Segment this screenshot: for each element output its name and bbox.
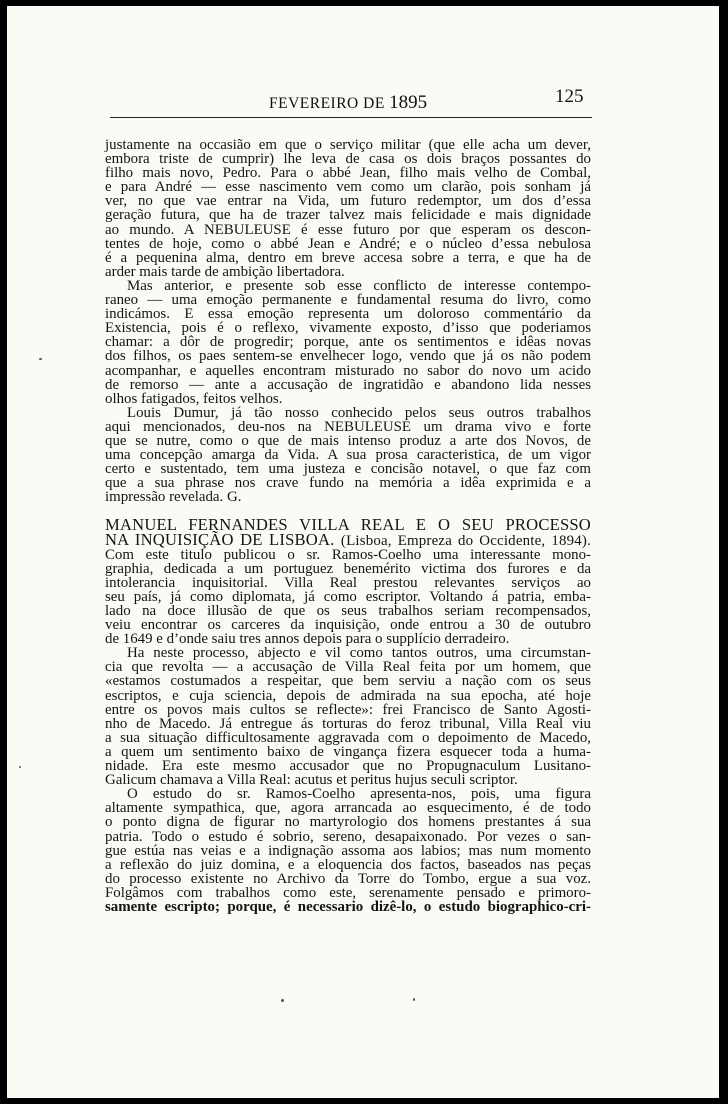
paper-speck [413, 998, 415, 1001]
text-line: filho mais novo, Pedro. Para o abbé Jean, filho mais velho de Combal, [105, 165, 591, 182]
text-line: lado na doce illusão de que os seus trabalhos seriam recompensados, [105, 603, 591, 619]
text-line: Ha neste processo, abjecto e vil como tantos outros, uma circumstan- [127, 645, 591, 662]
text-line: escriptos, e cuja sciencia, depois de admirada na sua epocha, até hoje [105, 687, 591, 704]
text-line: samente escripto; porque, é necessario dizê-lo, o estudo biographico-cri- [105, 898, 591, 915]
text-line: e para André — esse nascimento vem como um clarão, pois sonham já [105, 179, 591, 196]
text-line: Mas anterior, e presente sob esse conflicto de interesse contempo- [127, 277, 591, 294]
text-line: tentes de hoje, como o abbé Jean e André; e o núcleo d’essa nebulosa [105, 235, 591, 252]
text-line: Folgâmos com trabalhos como este, serenamente pensado e primoro- [105, 884, 591, 901]
text-line: nho de Macedo. Já entregue ás torturas do feroz tribunal, Villa Real viu [105, 715, 591, 732]
text-line: indicámos. E essa emoção representa um doloroso commentário da [105, 306, 591, 323]
header-year: 1895 [389, 92, 428, 113]
text-line: raneo — uma emoção permanente e fundamental resuma do livro, como [105, 292, 591, 309]
text-line: Existencia, pois é o reflexo, vivamente exposto, d’isso que poderiamos [105, 320, 591, 337]
text-line: altamente sympathica, que, agora arrancada ao esquecimento, é de todo [105, 800, 591, 817]
text-line: ao mundo. A NEBULEUSE é esse futuro por que esperam os descon- [105, 221, 591, 238]
text-line: veiu encontrar os carceres da inquisição, onde entrou a 30 de outubro [105, 617, 591, 634]
text-line: gue estúa nas veias e a indignação assoma aos labios; mas num momento [105, 842, 591, 859]
text-line: O estudo do sr. Ramos-Coelho apresenta-nos, pois, uma figura [127, 786, 591, 803]
text-line: intolerancia inquisitorial. Villa Real prestou relevantes serviços ao [105, 574, 591, 591]
text-line: é a pequenina alma, dentro em breve accesa sobre a terra, e que ha de [105, 249, 591, 266]
text-line: embora triste de cumprir) lhe leva de casa os dois braços possantes do [105, 151, 591, 168]
review-title-line: MANUEL FERNANDES VILLA REAL E O SEU PROCESSO [105, 515, 591, 535]
text-line: acompanhar, e aquelles encontram misturado no sabor do novo um acido [105, 362, 591, 379]
text-line: justamente na occasião em que o serviço militar (que elle acha um dever, [105, 137, 591, 153]
text-line: a quem um sentimento baixo de vingança fizera esquecer toda a huma- [105, 743, 591, 760]
text-line: impressão revelada. G. [105, 489, 242, 506]
text-line: que se nutre, como o que de mais intenso produz a arte dos Novos, de [105, 432, 591, 449]
page-header [7, 86, 719, 116]
text-line: olhos fatigados, feitos velhos. [105, 390, 283, 407]
text-line: Galicum chamava a Villa Real: acutus et peritus hujus seculi scriptor. [105, 772, 518, 789]
text-line: arder mais tarde de ambição libertadora. [105, 263, 345, 280]
text-line: ver, no que vae entrar na Vida, um futuro redemptor, um dos d’essa [105, 193, 591, 210]
text-line: chamar: a dôr de progredir; porque, ante os sentimentos e idêas novas [105, 334, 591, 351]
text-line: Com este titulo publicou o sr. Ramos-Coelho uma interessante mono- [105, 546, 591, 563]
text-line: geração futura, que ha de trazer talvez mais felicidade e mais dignidade [105, 207, 591, 224]
text-line: seu país, já como diplomata, já como escriptor. Voltando á patria, emba- [105, 588, 591, 605]
text-line: nidade. Era este mesmo accusador que no Propugnaculum Lusitano- [105, 758, 591, 775]
page-number: 125 [555, 86, 584, 107]
paper-speck [19, 766, 21, 768]
text-line: do processo existente no Archivo da Torre do Tombo, ergue a sua voz. [105, 870, 591, 887]
text-line: entre os povos mais cultos se reflecte»: frei Francisco de Santo Agosti- [105, 701, 591, 718]
review-villa-real [105, 515, 592, 915]
book-page [7, 6, 719, 1098]
text-line: de remorso — ante a accusação de ingratidão e abandono lida nesses [105, 376, 591, 393]
text-line: a reflexão do juiz domina, e a eloquencia dos factos, baseados nas peças [105, 856, 591, 873]
running-title: FEVEREIRO DE 1895 [269, 92, 428, 113]
review-title-line: NA INQUISIÇÃO DE LISBOA. (Lisboa, Empreza do Occidente, 1894). [105, 529, 592, 549]
text-line: o ponto digna de figurar no martyrologio dos homens prestantes á sua [105, 814, 591, 831]
text-line: dos filhos, os paes sentem-se envelhecer logo, vendo que já os não podem [105, 348, 591, 365]
text-line: cia que revolta — a accusação de Villa Real feita por um homem, que [105, 659, 591, 676]
text-line: que a sua phrase nos crave fundo na memória a idêa exprimida e a [105, 475, 591, 492]
page-body [105, 138, 591, 914]
text-line: graphia, dedicada a um portuguez benemérito victima dos furores e da [105, 560, 591, 577]
text-line: certo e sustentado, tem uma justeza e concisão notavel, o que faz com [105, 461, 591, 478]
text-line: uma concepção amarga da Vida. A sua prosa caracteristica, de um vigor [105, 447, 591, 464]
paper-speck [39, 358, 42, 360]
paper-speck [281, 999, 284, 1002]
text-line: Louis Dumur, já tão nosso conhecido pelos seus outros trabalhos [127, 404, 591, 421]
text-line: de 1649 e d’onde saiu tres annos depois para o supplício derradeiro. [105, 631, 510, 648]
header-rule [110, 117, 592, 118]
text-line: patria. Todo o estudo é sobrio, sereno, desapaixonado. Por vezes o san- [105, 828, 591, 845]
text-line: «estamos costumados a respeitar, que bem serviu a nação com os seus [105, 673, 591, 690]
review-imprint: (Lisboa, Empreza do Occidente, 1894). [340, 532, 592, 549]
text-line: aqui mencionados, deu-nos na NEBULEUSE um drama vivo e forte [105, 418, 591, 435]
review-nebuleuse [105, 138, 591, 504]
text-line: a sua situação difficultosamente aggravada com o depoimento de Macedo, [105, 729, 591, 746]
